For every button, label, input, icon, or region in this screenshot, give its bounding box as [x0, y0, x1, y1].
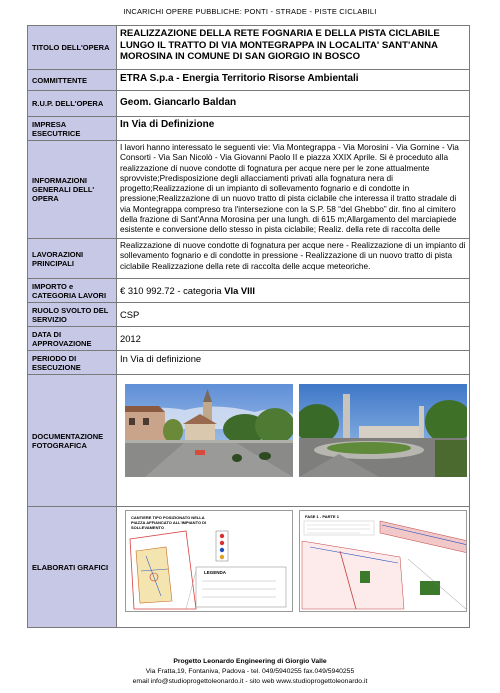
value-impresa: In Via di Definizione	[120, 119, 215, 130]
label-committente: COMMITTENTE	[28, 70, 117, 90]
value-informazioni: I lavori hanno interessato le seguenti vie: Via Montegrappa - Via Morosini - Via Gornine - Via Consorti - Via San Nicolò - Via Giovanni Paolo II e piazza XXIX Aprile. Si è proceduto alla realizzazione di nuove condotte di fognatura per acque nere per le zone attualmente sprovviste;Predisposizione degli allacciamenti privati alla fognatura nera di progetto;Realizzazione di un impianto di sollevamento fognario e di condotte in pressione;Realizzazione di un nuovo tratto di pista ciclabile che interessa il tratto stradale di via Montegrappa compreso tra l'intersezione con la S.P. 58 “del Ghebbo” dir. fino al cimitero della frazione di Sant'Anna Morosina per una lungh. di 615 m;Allargamento del marciapiede esistente e conversione dello stesso in pista ciclabile; Realiz. della rete di raccolta delle	[120, 142, 459, 235]
row-ruolo	[28, 303, 469, 327]
label-informazioni: INFORMAZIONI GENERALI DELL' OPERA	[28, 141, 117, 238]
value-committente: ETRA S.p.a - Energia Territorio Risorse Ambientali	[120, 73, 359, 84]
row-rup	[28, 91, 469, 117]
plan-drawing-left	[125, 510, 293, 612]
footer-contacts: email info@studioprogettoleonardo.it - sito web www.studioprogettoleonardo.it	[132, 678, 368, 685]
label-titolo: TITOLO DELL'OPERA	[28, 26, 117, 69]
label-ruolo: RUOLO SVOLTO DEL SERVIZIO	[28, 303, 117, 326]
label-periodo: PERIODO DI ESECUZIONE	[28, 351, 117, 374]
importo-amount: € 310 992.72 - categoria	[120, 285, 225, 296]
label-documentazione: DOCUMENTAZIONE FOTOGRAFICA	[28, 375, 117, 506]
label-data: DATA DI APPROVAZIONE	[28, 327, 117, 350]
row-committente	[28, 70, 469, 91]
value-periodo: In Via di definizione	[120, 353, 202, 364]
label-impresa: IMPRESA ESECUTRICE	[28, 117, 117, 140]
label-elaborati: ELABORATI GRAFICI	[28, 507, 117, 627]
plan-drawing-right	[299, 510, 467, 612]
photo-church-street	[125, 384, 293, 477]
plan-left-title: CANTIERE TIPO POSIZIONATO NELLA PIAZZA AFFIANCATO ALL'IMPIANTO DI SOLLEVAMENTO	[131, 515, 207, 530]
page-header: INCARICHI OPERE PUBBLICHE: PONTI - STRADE - PISTE CICLABILI	[123, 7, 377, 16]
value-ruolo: CSP	[120, 309, 140, 320]
row-periodo	[28, 351, 469, 375]
value-data: 2012	[120, 333, 141, 344]
row-data	[28, 327, 469, 351]
footer-address: Via Fratta,19, Fontaniva, Padova - tel. 049/5940255 fax.049/5940255	[145, 668, 355, 675]
row-documentazione	[28, 375, 469, 507]
label-importo: IMPORTO e CATEGORIA LAVORI	[28, 279, 117, 302]
row-lavorazioni	[28, 239, 469, 279]
photo-roundabout	[299, 384, 467, 477]
row-titolo	[28, 26, 469, 70]
value-importo	[120, 285, 467, 302]
row-importo	[28, 279, 469, 303]
value-titolo: REALIZZAZIONE DELLA RETE FOGNARIA E DELLA PISTA CICLABILE LUNGO IL TRATTO DI VIA MONTEGRAPPA IN LOCALITA' SANT'ANNA MOROSINA IN COMUNE DI SAN GIORGIO IN BOSCO	[120, 28, 440, 62]
label-rup: R.U.P. DELL'OPERA	[28, 91, 117, 116]
plan-left-legend: LEGENDA	[204, 570, 227, 575]
project-sheet	[27, 25, 470, 628]
row-impresa	[28, 117, 469, 141]
footer-company: Progetto Leonardo Engineering di Giorgio Valle	[173, 658, 327, 665]
row-informazioni	[28, 141, 469, 239]
value-lavorazioni: Realizzazione di nuove condotte di fognatura per acque nere - Realizzazione di un impianto di sollevamento fognario e di condotte in pressione - Realizzazione di un nuovo tratto di pista ciclabile Realizzazione della rete di raccolta delle acque meteoriche.	[120, 240, 466, 271]
plan-right-title: FASE 1 - PARTE 1	[305, 514, 339, 519]
label-lavorazioni: LAVORAZIONI PRINCIPALI	[28, 239, 117, 278]
value-rup: Geom. Giancarlo Baldan	[120, 97, 237, 108]
importo-category: Vla VIII	[224, 285, 255, 296]
row-elaborati	[28, 507, 469, 627]
page-footer	[0, 657, 500, 687]
